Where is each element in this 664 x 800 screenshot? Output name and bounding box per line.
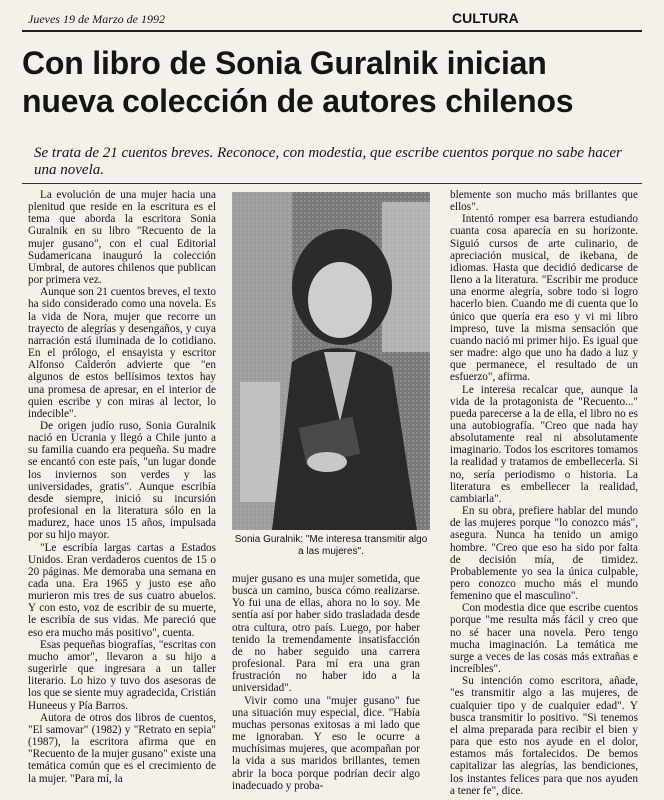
section-label: CULTURA (452, 10, 519, 26)
paragraph: Su intención como escritora, añade, "es transmitir algo a las mujeres, de cualquier tipo y de cualquier edad". Y busca transmitir lo positivo. "Si tenemos el alma preparada para recibir el bien y para que esto nos ayude en el dolor, estamos más fortalecidos. De bemos capitalizar las alegrías, las bendiciones, los instantes felices para que nos ayuden a tener fe", dice. (450, 675, 638, 797)
dateline: Jueves 19 de Marzo de 1992 (28, 12, 165, 26)
paragraph: Intentó romper esa barrera estudiando cuanta cosa aparecía en su horizonte. Siguió cursos de arte culinario, de apreciación musical, de ikebana, de idiomas. Hasta que decidió dedicarse de lleno a la literatura. "Escribir me produce una enorme alegría, sobre todo si logro hacerlo bien. Cuando me di cuenta que lo único que quería era eso y vi mi libro impreso, tuve la misma sensación que cuando nació mi primer hijo. Es igual que ser madre: algo que uno ha dado a luz y que permanece, el resultado de un esfuerzo", afirma. (450, 213, 638, 384)
headline: Con libro de Sonia Guralnik inician nueva colección de autores chilenos (22, 45, 574, 119)
divider-rule (22, 183, 642, 184)
photo-caption: Sonia Guralnik: "Me interesa transmitir algo a las mujeres". (234, 534, 428, 557)
paragraph: Esas pequeñas biografías, "escritas con mucho amor", llevaron a su hijo a sugerirle que ingresara a un taller literario. Lo hizo y tuvo dos asesoras de los que se siente muy agradecida, Cristián Huneeus y Pía Barros. (28, 638, 216, 712)
paragraph: De origen judío ruso, Sonia Guralnik nació en Ucrania y llegó a Chile junto a su familia cuando era pequeña. Su madre se encantó con este país, "un lugar donde los inviernos son verdes y las universidades, gratis". Aunque escribía desde siempre, inició su incursión profesional en la literatura sólo en la madurez, hace unos 15 años, impulsada por su hijo mayor. (28, 419, 216, 542)
paragraph: mujer gusano es una mujer sometida, que busca un camino, busca cómo realizarse. Yo fui una de ellas, ahora no lo soy. Me sentía así por haber sido trasladada desde otra cultura, otro país. Luego, por haber tenido la tremendamente insatisfacción de no haber seguido una carrera profesional. Para mí era una gran frustración no haber ido a la universidad". (232, 573, 420, 695)
paragraph: La evolución de una mujer hacia una plenitud que reside en la escritura es el tema que aborda la escritora Sonia Guralnik en su libro "Recuento de la mujer gusano", con el cual Editorial Sudamericana inauguró la colección Umbral, de autores chilenos que publican por primera vez. (28, 189, 216, 287)
article-column-3 (450, 189, 638, 797)
paragraph: Vivir como una "mujer gusano" fue una situación muy especial, dice. "Había muchas personas exitosas a mi lado que me ignoraban. Y eso le ocurre a muchísimas mujeres, que acompañan por la vida a sus maridos brillantes, temen abrir la boca porque podrían decir algo inadecuado y proba- (232, 694, 420, 792)
top-rule (22, 30, 642, 32)
paragraph: En su obra, prefiere hablar del mundo de las mujeres porque "lo conozco más", asegura. Nunca ha tenido un amigo hombre. "Creo que eso ha sido por falta de decisión mía, de timidez. Probablemente yo sea la única culpable, pero conozco mucho más el mundo femenino que el masculino". (450, 505, 638, 603)
paragraph: blemente son mucho más brillantes que ellos". (450, 189, 638, 214)
paragraph: Le interesa recalcar que, aunque la vida de la protagonista de "Recuento..." pueda parecerse a la de ella, el libro no es una autobiografía. "Creo que nada hay absolutamente real ni absolutamente imaginario. Todos los escritores tomamos la realidad y tratamos de embellecerla. Si no, sería periodismo o historia. La literatura es embellecer la realidad, cambiarla". (450, 383, 638, 505)
paragraph: Autora de otros dos libros de cuentos, "El samovar" (1982) y "Retrato en sepia" (1987), la escritora afirma que en "Recuento de la mujer gusano" existe una temática común que es el crecimiento de la mujer. "Para mí, la (28, 711, 216, 785)
portrait-image (232, 192, 430, 530)
paragraph: Aunque son 21 cuentos breves, el texto ha sido considerado como una novela. Es la vida de Nora, mujer que recorre un trayecto de alegrías y desengaños, y cuya narración está iluminada de lo cotidiano. En el prólogo, el ensayista y escritor Alfonso Calderón advierte que "en algunos de estos bellísimos textos hay una promesa de apresar, en el interior de quien escribe y con miras al lector, lo indecible". (28, 286, 216, 420)
paragraph: "Le escribía largas cartas a Estados Unidos. Eran verdaderos cuentos de 15 o 20 páginas. Me demoraba una semana en cada una. Era 1965 y justo ese año murieron mis tres de sus cuatro abuelos. Y con esto, voz de escribir de su muerte, le escribía de sus vidas. Me pareció que eso era mucho más positivo", cuenta. (28, 541, 216, 639)
paragraph: Con modestia dice que escribe cuentos porque "me resulta más fácil y creo que no sé hacer una novela. Pero tengo mucha imaginación. La temática me surge a veces de las cosas más extrañas e increíbles". (450, 602, 638, 676)
article-column-1 (28, 189, 216, 785)
subheadline: Se trata de 21 cuentos breves. Reconoce, con modestia, que escribe cuentos porque no sabe hacer una novela. (34, 145, 622, 178)
author-photo (232, 192, 430, 530)
article-column-2 (232, 573, 420, 792)
